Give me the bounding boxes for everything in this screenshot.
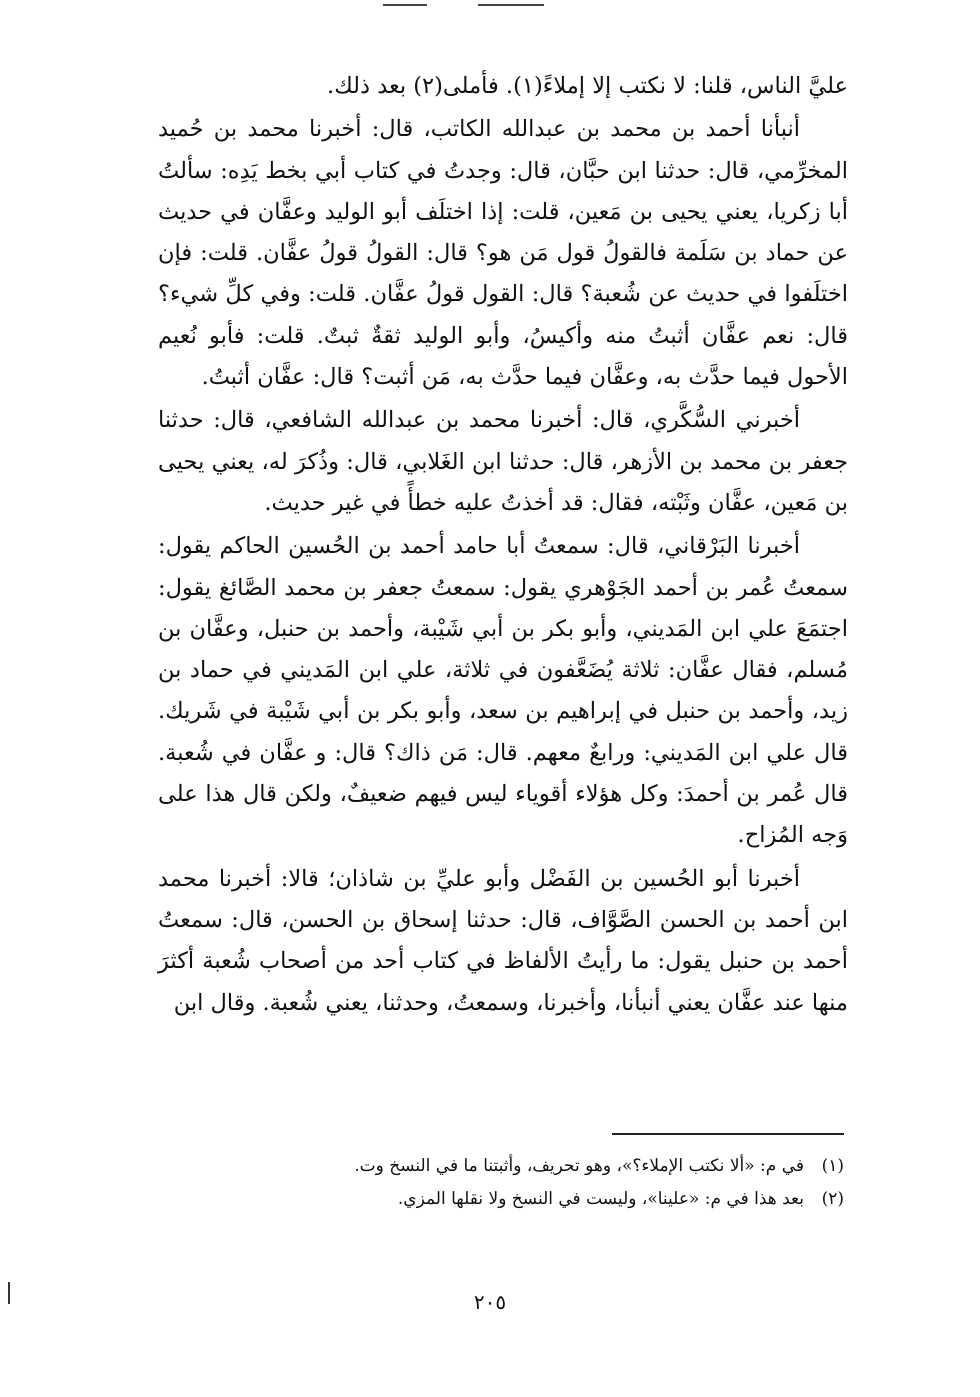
page-number: ٢٠٥ <box>473 1290 507 1314</box>
paragraph: أخبرنا البَرْقاني، قال: سمعتُ أبا حامد أحمد بن الحُسين الحاكم يقول: سمعتُ عُمر بن أحمد الجَوْهري يقول: سمعتُ جعفر بن محمد الصَّائغ يقول: اجتمَعَ علي ابن المَديني، وأبو بكر بن أبي شَيْبة، وأحمد بن حنبل، وعفَّان بن مُسلم، فقال عفَّان: ثلاثة يُضَعَّفون في ثلاثة، علي ابن المَديني في حماد بن زيد، وأحمد بن حنبل في إبراهيم بن سعد، وأبو بكر بن أبي شَيْبة في شَريك. قال علي ابن المَديني: ورابعٌ معهم. قال: مَن ذاك؟ قال: و عفَّان في شُعبة. قال عُمر بن أحمدَ: وكل هؤلاء أقوياء ليس فيهم ضعيفٌ، ولكن قال هذا على وَجه المُزاح. <box>158 533 848 849</box>
footnote-text: في م: «ألا نكتب الإملاء؟»، وهو تحريف، وأثبتنا ما في النسخ وت. <box>354 1156 804 1176</box>
footnote-number: (١) <box>821 1156 844 1176</box>
footnote <box>154 1183 844 1216</box>
footnote-number: (٢) <box>821 1189 844 1209</box>
footnote <box>154 1150 844 1183</box>
paragraph: أخبرني السُّكَّري، قال: أخبرنا محمد بن عبدالله الشافعي، قال: حدثنا جعفر بن محمد بن الأزهر، قال: حدثنا ابن الغَلابي، قال: وذُكرَ له، يعني يحيى بن مَعين، عفَّان وثَبْته، فقال: قد أخذتُ عليه خطأً في غير حديث. <box>158 407 848 516</box>
footnotes <box>154 1150 844 1216</box>
main-text <box>158 66 848 1024</box>
paragraph: أخبرنا أبو الحُسين بن الفَضْل وأبو عليِّ بن شاذان؛ قالا: أخبرنا محمد ابن أحمد بن الحسن الصَّوَّاف، قال: حدثنا إسحاق بن الحسن، قال: سمعتُ أحمد بن حنبل يقول: ما رأيتُ الألفاظ في كتاب أحد من أصحاب شُعبة أكثرَ منها عند عفَّان يعني أنبأنا، وأخبرنا، وسمعتُ، وحدثنا، يعني شُعبة. وقال ابن <box>158 865 848 1016</box>
footnote-divider <box>612 1133 844 1135</box>
top-edge-mark <box>478 4 544 6</box>
paragraph: أنبأنا أحمد بن محمد بن عبدالله الكاتب، قال: أخبرنا محمد بن حُميد المخرِّمي، قال: حدثنا ابن حبَّان، قال: وجدتُ في كتاب أبي بخط يَدِه: سألتُ أبا زكريا، يعني يحيى بن مَعين، قلت: إذا اختلَف أبو الوليد وعفَّان في حديث عن حماد بن سَلَمة فالقولُ قول مَن هو؟ قال: القولُ قولُ عفَّان. قلت: فإن اختلَفوا في حديث عن شُعبة؟ قال: القول قولُ عفَّان. قلت: وفي كلِّ شيء؟ قال: نعم عفَّان أثبتُ منه وأكيسُ، وأبو الوليد ثقةٌ ثبتٌ. قلت: فأبو نُعيم الأحول فيما حدَّث به، وعفَّان فيما حدَّث به، مَن أثبت؟ قال: عفَّان أثبتُ. <box>158 116 848 391</box>
top-edge-mark <box>383 4 427 6</box>
margin-mark <box>8 1282 10 1304</box>
footnote-text: بعد هذا في م: «علينا»، وليست في النسخ ولا نقلها المزي. <box>397 1189 804 1209</box>
paragraph-continuation: عليَّ الناس، قلنا: لا نكتب إلا إملاءً(١). فأملى(٢) بعد ذلك. <box>327 73 848 99</box>
